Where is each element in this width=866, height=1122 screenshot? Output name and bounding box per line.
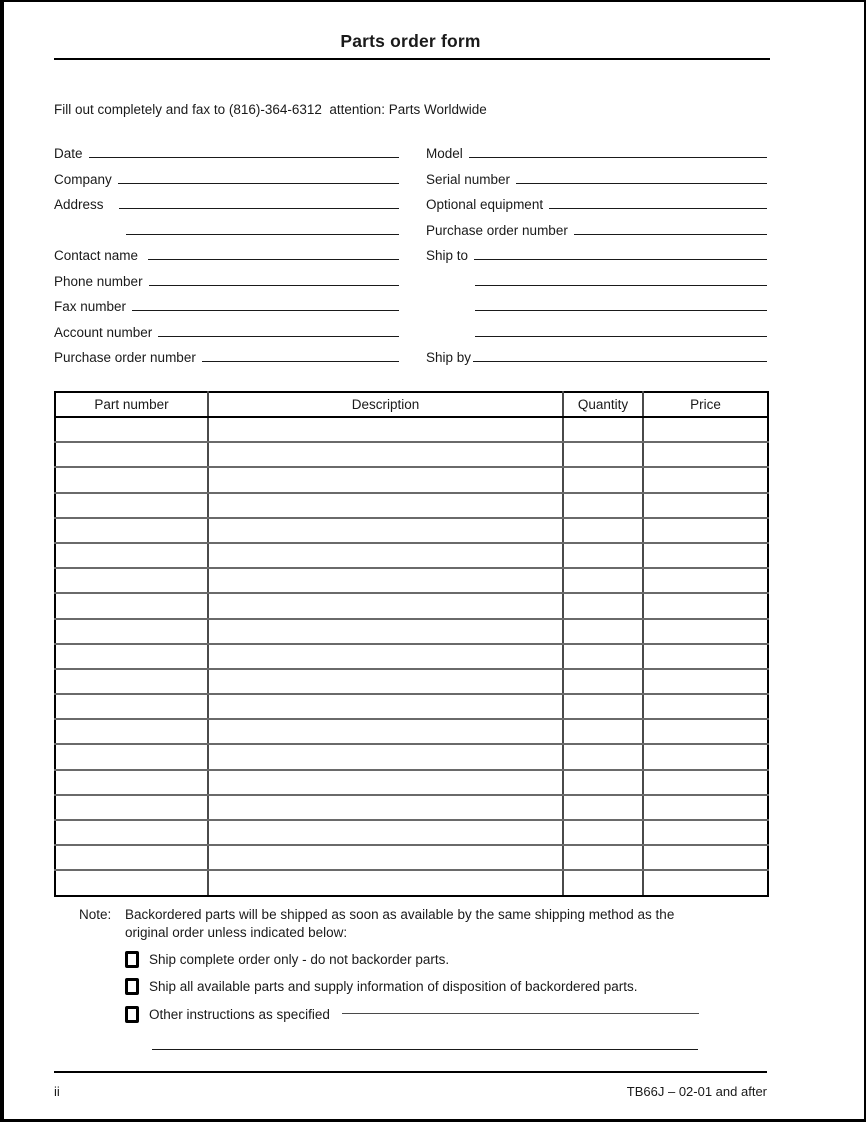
table-cell[interactable] [563, 442, 643, 467]
quantity-column-header: Quantity [563, 392, 643, 417]
table-cell[interactable] [563, 493, 643, 518]
table-cell[interactable] [643, 870, 768, 895]
table-cell[interactable] [208, 719, 563, 744]
table-row [55, 543, 768, 568]
purchase-order-right-field-line[interactable] [574, 233, 767, 235]
table-cell[interactable] [563, 770, 643, 795]
ship-available-label: Ship all available parts and supply information of disposition of backordered parts. [149, 979, 638, 995]
table-cell[interactable] [55, 467, 208, 492]
ship-complete-checkbox[interactable] [125, 951, 139, 968]
ship-complete-label: Ship complete order only - do not backorder parts. [149, 952, 450, 967]
footer-divider [54, 1071, 767, 1073]
table-cell[interactable] [55, 770, 208, 795]
part-number-column-header: Part number [55, 392, 208, 417]
table-cell[interactable] [55, 795, 208, 820]
form-row-fax-number [54, 291, 399, 316]
table-row [55, 744, 768, 769]
table-cell[interactable] [208, 744, 563, 769]
option-ship-available [125, 977, 699, 996]
backorder-note [79, 906, 705, 941]
title-divider [54, 58, 770, 60]
form-row-ship-to-4 [426, 316, 767, 341]
form-row-address-2 [54, 214, 399, 239]
page-title: Parts order form [340, 31, 481, 51]
table-cell[interactable] [643, 820, 768, 845]
form-row-ship-to-2 [426, 265, 767, 290]
table-row [55, 493, 768, 518]
table-cell[interactable] [55, 870, 208, 895]
description-column-header: Description [208, 392, 563, 417]
company-field-line[interactable] [118, 182, 399, 184]
table-cell[interactable] [643, 694, 768, 719]
table-cell[interactable] [563, 870, 643, 895]
form-row-model [426, 138, 767, 163]
note-text: Backordered parts will be shipped as soon as available by the same shipping method as the original order unless indicated below: [125, 907, 675, 940]
table-row [55, 694, 768, 719]
company-label: Company [54, 171, 112, 187]
table-cell[interactable] [208, 543, 563, 568]
phone-number-field-line[interactable] [149, 284, 399, 286]
table-cell[interactable] [55, 845, 208, 870]
table-cell[interactable] [208, 417, 563, 442]
table-cell[interactable] [55, 719, 208, 744]
table-cell[interactable] [643, 543, 768, 568]
form-row-account-number [54, 316, 399, 341]
contact-name-label: Contact name [54, 248, 139, 264]
purchase-order-left-field-line[interactable] [202, 360, 399, 362]
table-cell[interactable] [563, 619, 643, 644]
table-cell[interactable] [563, 593, 643, 618]
table-cell[interactable] [55, 417, 208, 442]
form-row-serial-number [426, 163, 767, 188]
table-cell[interactable] [208, 467, 563, 492]
table-row [55, 820, 768, 845]
phone-number-label: Phone number [54, 273, 143, 289]
table-row [55, 619, 768, 644]
table-cell[interactable] [563, 417, 643, 442]
table-cell[interactable] [55, 744, 208, 769]
form-row-ship-to [426, 240, 767, 265]
ship-by-label: Ship by [426, 349, 472, 365]
table-cell[interactable] [643, 770, 768, 795]
date-field-line[interactable] [89, 156, 399, 158]
address-field-line[interactable] [119, 207, 399, 209]
table-row [55, 442, 768, 467]
table-cell[interactable] [563, 820, 643, 845]
serial-number-label: Serial number [426, 171, 511, 187]
form-row-optional-equipment [426, 189, 767, 214]
table-cell[interactable] [563, 694, 643, 719]
form-row-purchase-order-left [54, 342, 399, 367]
table-cell[interactable] [643, 669, 768, 694]
parts-table [54, 391, 769, 897]
table-cell[interactable] [208, 770, 563, 795]
table-cell[interactable] [55, 644, 208, 669]
table-cell[interactable] [643, 568, 768, 593]
form-row-ship-to-3 [426, 291, 767, 316]
table-cell[interactable] [643, 719, 768, 744]
table-cell[interactable] [208, 593, 563, 618]
table-cell[interactable] [643, 619, 768, 644]
table-cell[interactable] [643, 845, 768, 870]
table-cell[interactable] [208, 694, 563, 719]
table-row [55, 644, 768, 669]
fax-number-label: Fax number [54, 299, 127, 315]
table-row [55, 770, 768, 795]
account-number-field-line[interactable] [158, 335, 399, 337]
optional-equipment-label: Optional equipment [426, 197, 544, 213]
fax-number-field-line[interactable] [132, 309, 399, 311]
option-other-instructions [125, 1005, 699, 1024]
table-cell[interactable] [208, 493, 563, 518]
form-row-ship-by [426, 342, 767, 367]
form-row-contact-name [54, 240, 399, 265]
table-cell[interactable] [643, 795, 768, 820]
table-row [55, 593, 768, 618]
form-row-address [54, 189, 399, 214]
table-row [55, 719, 768, 744]
table-cell[interactable] [643, 518, 768, 543]
serial-number-field-line[interactable] [516, 182, 767, 184]
address-field-line-2[interactable] [126, 233, 399, 235]
table-cell[interactable] [563, 795, 643, 820]
table-cell[interactable] [208, 568, 563, 593]
table-cell[interactable] [208, 644, 563, 669]
table-cell[interactable] [563, 518, 643, 543]
table-cell[interactable] [208, 870, 563, 895]
purchase-order-right-label: Purchase order number [426, 222, 568, 238]
purchase-order-left-label: Purchase order number [54, 349, 196, 365]
footer [54, 1084, 767, 1099]
table-row [55, 870, 768, 895]
table-cell[interactable] [643, 593, 768, 618]
note-label: Note: [79, 907, 112, 922]
form-row-purchase-order-right [426, 214, 767, 239]
other-instructions-checkbox[interactable] [125, 1006, 139, 1023]
table-row [55, 467, 768, 492]
table-cell[interactable] [563, 644, 643, 669]
backorder-options [125, 950, 699, 1032]
table-cell[interactable] [208, 845, 563, 870]
option-ship-complete [125, 950, 699, 969]
optional-equipment-field-line[interactable] [549, 207, 767, 209]
table-cell[interactable] [55, 493, 208, 518]
table-cell[interactable] [208, 442, 563, 467]
ship-to-field-line-3[interactable] [475, 309, 767, 311]
table-row [55, 845, 768, 870]
ship-available-checkbox[interactable] [125, 978, 139, 995]
table-cell[interactable] [208, 820, 563, 845]
account-number-label: Account number [54, 324, 153, 340]
form-column-left [54, 138, 399, 367]
table-cell[interactable] [643, 493, 768, 518]
other-instructions-label: Other instructions as specified [149, 1006, 330, 1022]
parts-table-header-row [55, 392, 768, 417]
table-cell[interactable] [563, 467, 643, 492]
table-row [55, 568, 768, 593]
table-cell[interactable] [563, 543, 643, 568]
table-cell[interactable] [643, 644, 768, 669]
ship-to-field-line-2[interactable] [475, 284, 767, 286]
table-cell[interactable] [643, 467, 768, 492]
table-cell[interactable] [55, 518, 208, 543]
table-cell[interactable] [55, 568, 208, 593]
table-cell[interactable] [208, 619, 563, 644]
table-cell[interactable] [55, 543, 208, 568]
contact-name-field-line[interactable] [148, 258, 399, 260]
ship-to-label: Ship to [426, 248, 469, 264]
model-field-line[interactable] [469, 156, 767, 158]
address-label: Address [54, 197, 104, 213]
footer-page-number: ii [54, 1084, 60, 1099]
other-instructions-field-line[interactable] [342, 1012, 699, 1014]
table-cell[interactable] [55, 593, 208, 618]
model-label: Model [426, 146, 463, 162]
form-row-date [54, 138, 399, 163]
table-cell[interactable] [563, 568, 643, 593]
table-cell[interactable] [563, 744, 643, 769]
table-cell[interactable] [208, 518, 563, 543]
ship-to-field-line[interactable] [474, 258, 767, 260]
parts-table-body [55, 417, 768, 896]
table-cell[interactable] [55, 619, 208, 644]
table-cell[interactable] [563, 669, 643, 694]
table-row [55, 417, 768, 442]
table-cell[interactable] [643, 442, 768, 467]
price-column-header: Price [643, 392, 768, 417]
other-instructions-field-line-2[interactable] [152, 1030, 698, 1050]
table-cell[interactable] [55, 694, 208, 719]
table-row [55, 795, 768, 820]
fax-instruction: Fill out completely and fax to (816)-364-6312 attention: Parts Worldwide [54, 102, 487, 117]
table-row [55, 518, 768, 543]
form-row-company [54, 163, 399, 188]
table-cell[interactable] [55, 442, 208, 467]
form-row-phone-number [54, 265, 399, 290]
table-row [55, 669, 768, 694]
ship-by-field-line[interactable] [473, 360, 767, 362]
form-column-right [426, 138, 767, 367]
table-cell[interactable] [563, 845, 643, 870]
table-cell[interactable] [563, 719, 643, 744]
footer-doc-ref: TB66J – 02-01 and after [626, 1084, 767, 1099]
ship-to-field-line-4[interactable] [475, 335, 767, 337]
table-cell[interactable] [643, 744, 768, 769]
table-cell[interactable] [643, 417, 768, 442]
table-cell[interactable] [55, 669, 208, 694]
table-cell[interactable] [208, 795, 563, 820]
date-label: Date [54, 146, 83, 162]
table-cell[interactable] [208, 669, 563, 694]
table-cell[interactable] [55, 820, 208, 845]
